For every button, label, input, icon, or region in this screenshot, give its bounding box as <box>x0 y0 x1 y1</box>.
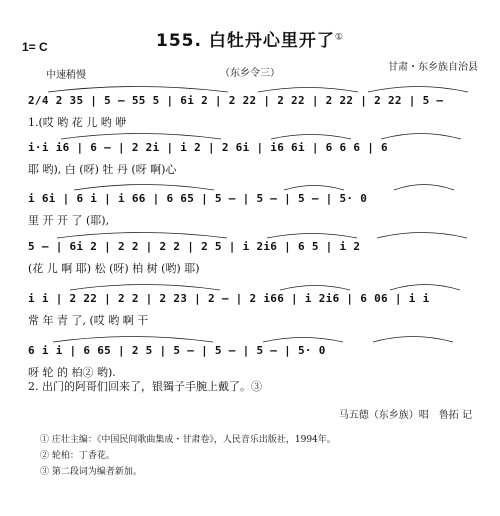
slur-mark <box>61 134 221 140</box>
slur-mark <box>284 186 344 191</box>
staff-lyrics: 1.(哎 哟 花 儿 哟 咿 <box>28 116 127 129</box>
staff-notes: 2/4 2 35 | 5 — 55 5 | 6i 2 | 2 22 | 2 22 | 2 22 | 2 22 | 5 — <box>28 94 444 107</box>
footnote-3: ③ 第二段词为编者新加。 <box>40 467 142 477</box>
slur-mark <box>74 185 214 191</box>
title-footnote-mark: ① <box>334 32 344 43</box>
slur-mark <box>373 337 453 343</box>
slur-mark <box>263 338 343 343</box>
staff-slur-marks <box>28 278 473 338</box>
slur-mark <box>280 286 350 291</box>
song-subtitle: （东乡令三） <box>220 68 280 79</box>
slur-mark <box>57 233 227 239</box>
slur-mark <box>267 234 357 239</box>
staff-notes: i i | 2 22 | 2 2 | 2 23 | 2 — | 2 i66 | i 2i6 | 6 06 | i i <box>28 292 430 305</box>
staff-notes: 5 — | 6i 2 | 2 2 | 2 2 | 2 5 | i 2i6 | 6 5 | i 2 <box>28 240 361 253</box>
slur-mark <box>258 88 358 93</box>
staff-notes: 6 i i | 6 65 | 2 5 | 5 — | 5 — | 5 — | 5· 0 <box>28 344 326 357</box>
slur-mark <box>368 87 468 93</box>
staff-notes: i·i i6 | 6 — | 2 2i | i 2 | 2 6i | i6 6i | 6 6 6 | 6 <box>28 141 388 154</box>
staff-line-5 <box>28 278 473 338</box>
slur-mark <box>390 285 460 291</box>
staff-lyrics: 耶 哟), 白 (呀) 牡 丹 (呀 啊)心 <box>28 163 177 176</box>
second-verse: 2. 出门的阿哥们回来了，银镯子手腕上戴了。③ <box>28 380 262 393</box>
tempo-marking: 中速稍慢 <box>46 70 86 81</box>
staff-lyrics: 里 开 开 了 (耶), <box>28 214 110 227</box>
footnotes <box>40 432 336 480</box>
staff-notes: i 6i | 6 i | i 66 | 6 65 | 5 — | 5 — | 5 — | 5· 0 <box>28 192 368 205</box>
slur-mark <box>377 233 467 239</box>
slur-mark <box>48 87 228 93</box>
key-signature: 1= C <box>22 40 48 54</box>
slur-mark <box>70 285 220 291</box>
slur-mark <box>271 135 351 140</box>
song-title <box>0 26 500 51</box>
slur-mark <box>53 337 213 343</box>
song-origin: 甘肃・东乡族自治县 <box>388 62 478 73</box>
performer-credit: 马五德（东乡族）唱 鲁拓 记 <box>338 410 472 421</box>
footnote-2: ② 轮柏：丁香花。 <box>40 451 115 461</box>
footnote-1: ① 庄壮主编：《中国民间歌曲集成・甘肃卷》，人民音乐出版社，1994年。 <box>40 435 336 445</box>
slur-mark <box>381 134 461 140</box>
song-title-text: 155. 白牡丹心里开了 <box>156 31 335 51</box>
staff-line-4 <box>28 226 473 286</box>
staff-lyrics: 呀 轮 的 柏② 哟). <box>28 366 116 379</box>
staff-slur-marks <box>28 226 473 286</box>
slur-mark <box>394 185 454 191</box>
staff-lyrics: (花 儿 啊 耶) 松 (呀) 柏 树 (哟) 耶) <box>28 262 200 275</box>
staff-lyrics: 常 年 青 了, (哎 哟 啊 干 <box>28 314 149 327</box>
